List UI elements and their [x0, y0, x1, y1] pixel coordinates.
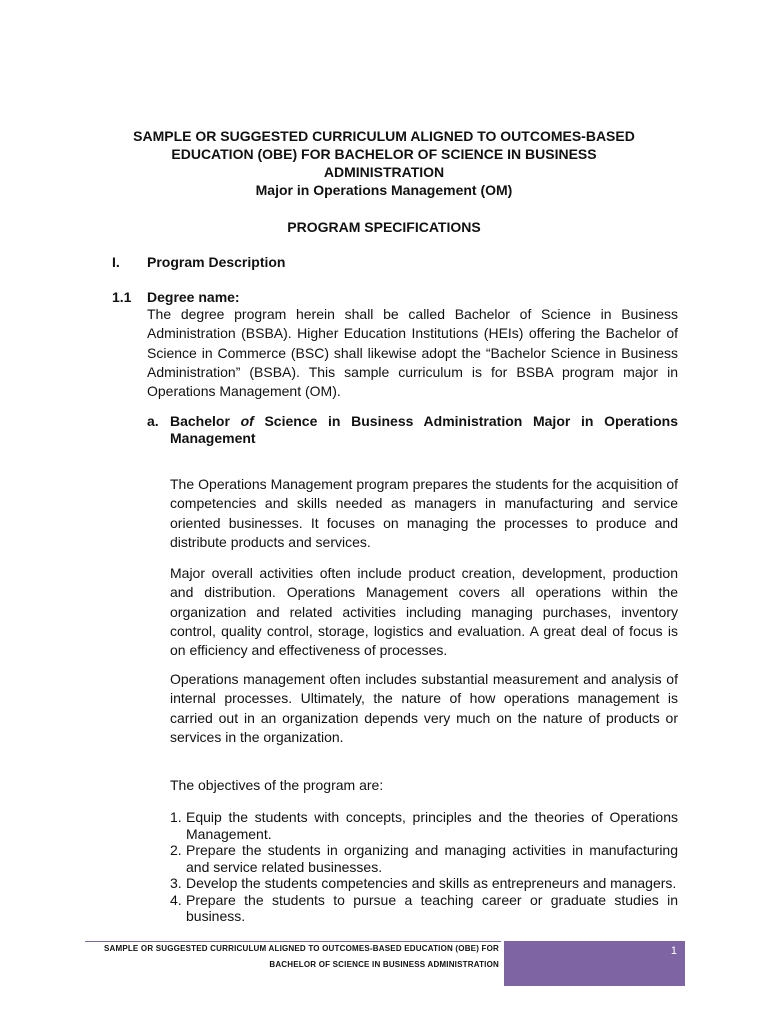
sub-a-heading — [170, 413, 678, 447]
sub-a-letter: a. — [147, 413, 159, 429]
list-item-text: Prepare the students to pursue a teaching career or graduate studies in business. — [186, 891, 678, 924]
footer-divider — [85, 941, 501, 942]
list-item-number: 3. — [170, 875, 182, 891]
program-specifications-heading: PROGRAM SPECIFICATIONS — [287, 219, 481, 235]
degree-name-paragraph: The degree program herein shall be called Bachelor of Science in Business Administration (BSBA). Higher Education Institutions (HEIs) offering the Bachelor of Science in Commerce (BSC) shall likewise adopt the “Bachelor Science in Business Administration” (BSBA). This sample curriculum is for BSBA program major in Operations Management (OM). — [147, 306, 678, 400]
list-item-number: 1. — [170, 809, 182, 825]
objectives-intro: The objectives of the program are: — [170, 777, 384, 793]
paragraph-measurement: Operations management often includes substantial measurement and analysis of internal processes. Ultimately, the nature of how operations management is carried out in an organization depends very much on the nature of products or services in the organization. — [170, 671, 678, 745]
list-item-number: 4. — [170, 891, 182, 908]
section-heading: Program Description — [147, 254, 286, 270]
section-number: I. — [112, 254, 120, 270]
footer-line-1: SAMPLE OR SUGGESTED CURRICULUM ALIGNED TO OUTCOMES-BASED EDUCATION (OBE) FOR — [103, 944, 499, 953]
sub-a-part2: Science in Business Administration Major in Operations Management — [170, 413, 678, 446]
list-item — [170, 809, 678, 842]
sub-a-part1: Bachelor — [170, 413, 241, 429]
subsection-heading: Degree name: — [147, 289, 240, 305]
list-item-number: 2. — [170, 842, 182, 858]
list-item-text: Prepare the students in organizing and managing activities in manufacturing and service related businesses. — [186, 842, 678, 875]
page-number: 1 — [670, 945, 677, 957]
list-item — [170, 875, 678, 892]
list-item — [170, 842, 678, 875]
list-item — [170, 892, 678, 925]
title-line-4: Major in Operations Management (OM) — [255, 182, 513, 198]
title-line-1: SAMPLE OR SUGGESTED CURRICULUM ALIGNED TO OUTCOMES-BASED — [133, 128, 635, 144]
list-item-text: Develop the students competencies and skills as entrepreneurs and managers. — [186, 875, 677, 891]
title-line-3: ADMINISTRATION — [323, 164, 445, 180]
document-title — [60, 127, 708, 199]
title-line-2: EDUCATION (OBE) FOR BACHELOR OF SCIENCE IN BUSINESS — [171, 146, 597, 162]
list-item-text: Equip the students with concepts, principles and the theories of Operations Management. — [186, 809, 678, 842]
sub-a-of: of — [240, 413, 254, 429]
paragraph-activities: Major overall activities often include product creation, development, production and distribution. Operations Management covers all operations within the organization and related activities including managing purchases, inventory control, quality control, storage, logistics and evaluation. A great deal of focus is on efficiency and effectiveness of processes. — [170, 565, 678, 659]
page-number-box — [504, 941, 685, 986]
subsection-number: 1.1 — [112, 289, 132, 305]
objectives-list — [170, 809, 678, 925]
paragraph-om-program: The Operations Management program prepares the students for the acquisition of competencies and skills needed as managers in manufacturing and service oriented businesses. It focuses on managing the processes to produce and distribute products and services. — [170, 476, 678, 550]
footer-line-2: BACHELOR OF SCIENCE IN BUSINESS ADMINISTRATION — [269, 960, 499, 969]
